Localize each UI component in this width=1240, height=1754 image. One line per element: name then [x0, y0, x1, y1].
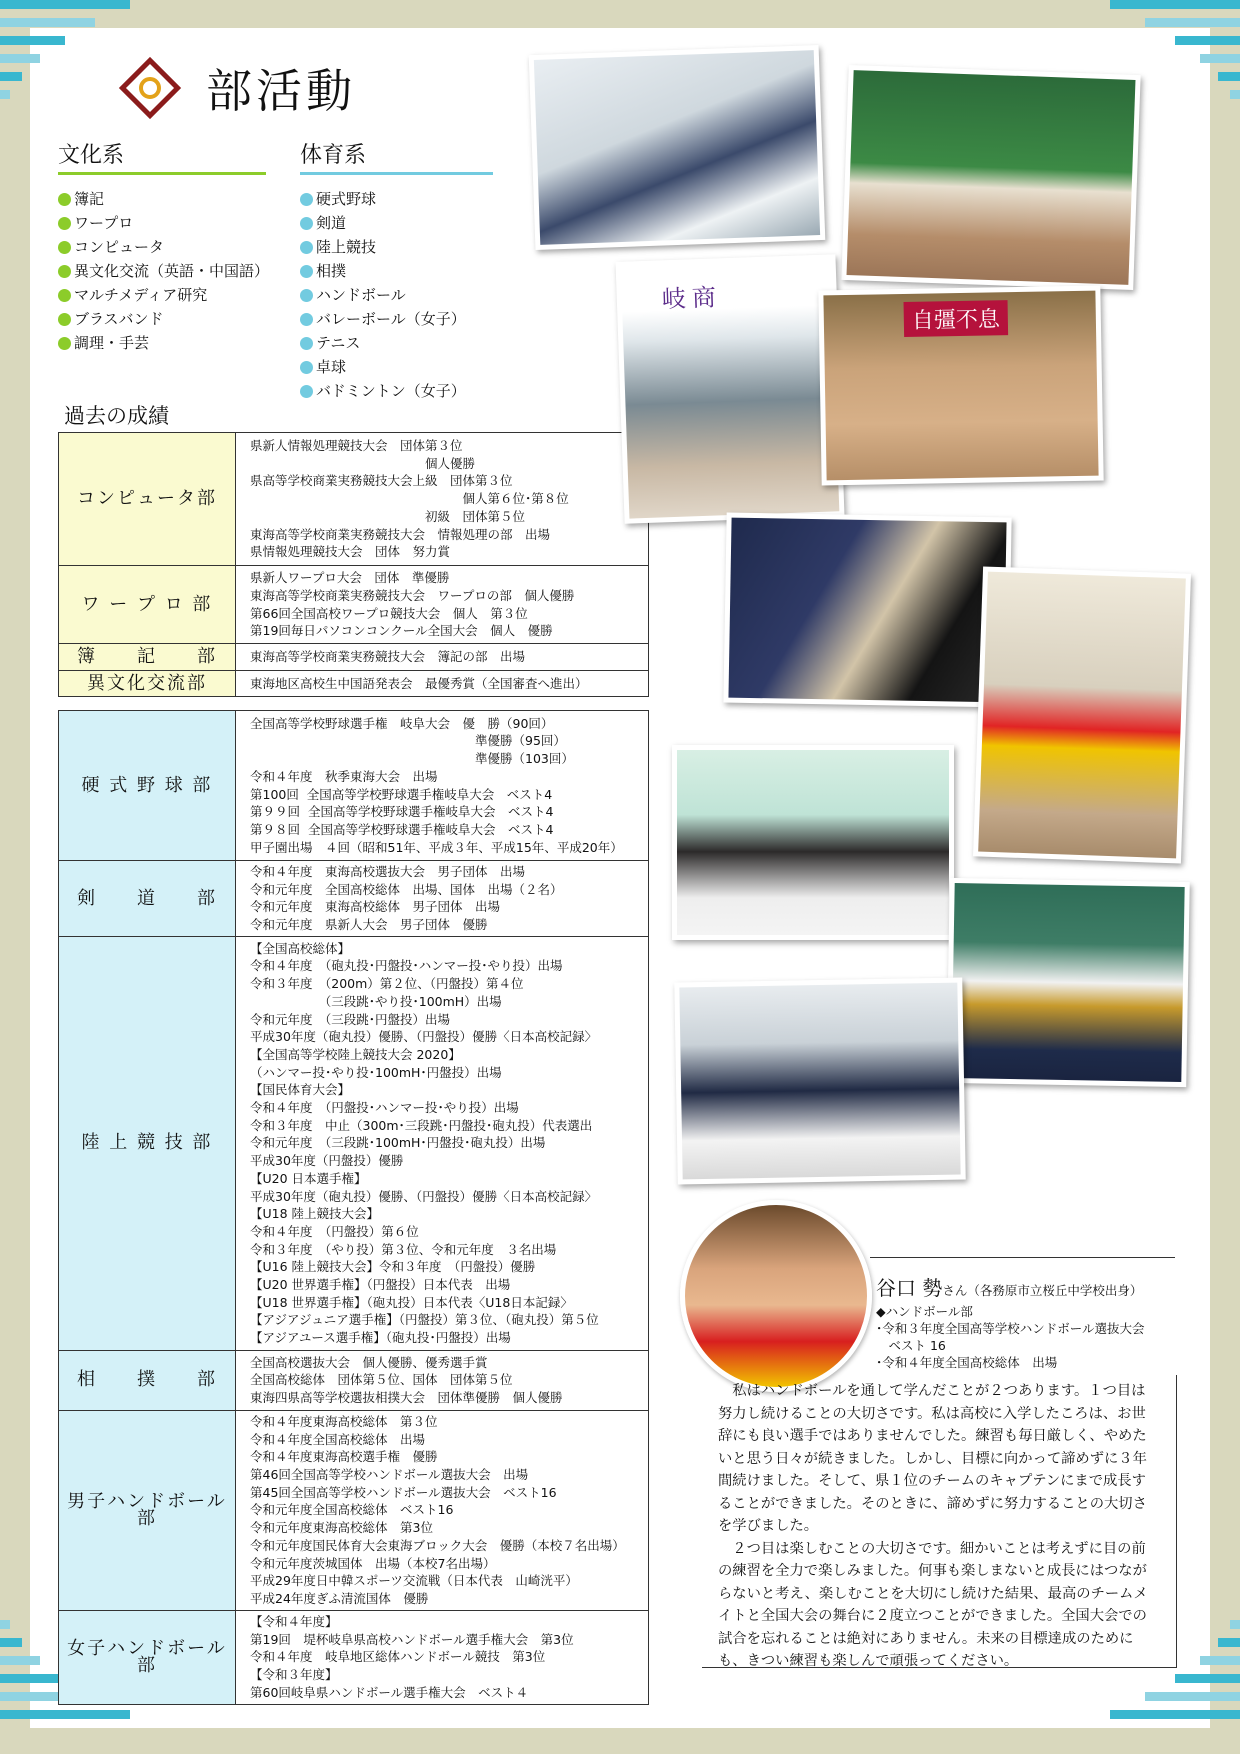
bullet-icon	[300, 193, 313, 206]
culture-heading: 文化系	[58, 143, 125, 168]
club-name: ワ ー プ ロ 部	[59, 566, 236, 644]
sports-underline	[300, 172, 493, 175]
culture-underline	[58, 172, 266, 175]
table-row	[59, 936, 649, 1350]
record-detail: 【令和４年度】 第19回 堤杯岐阜県高校ハンドボール選手権大会 第3位 令和４年度 岐阜地区総体ハンドボール競技 第3位 【令和３年度】 第60回岐阜県ハンドボール選手権大会 ベスト４	[236, 1610, 649, 1704]
table-row	[59, 1350, 649, 1410]
record-detail: 令和４年度東海高校総体 第３位 令和４年度全国高校総体 出場 令和４年度東海高校選手権 優勝 第46回全国高等学校ハンドボール選抜大会 出場 第45回全国高等学校ハンドボール選抜大会 ベスト16 令和元年度全国高校総体 ベスト16 令和元年度東海高校総体 第3位 令和元年度国民体育大会東海ブロック大会 優勝（本校７名出場） 令和元年度茨城国体 出場（本校7名出場） 平成29年度日中韓スポーツ交流戦（日本代表 山崎洸平） 平成24年度ぎふ清流国体 優勝	[236, 1410, 649, 1610]
list-item: ハンドボール	[300, 283, 466, 307]
list-item: 硬式野球	[300, 187, 466, 211]
list-item: バドミントン（女子）	[300, 379, 466, 403]
record-detail: 東海高等学校商業実務競技大会 簿記の部 出場	[236, 644, 649, 671]
sports-club-list	[300, 187, 466, 403]
club-name: 剣 道 部	[59, 861, 236, 937]
table-row	[59, 1410, 649, 1610]
record-detail: 県新人情報処理競技大会 団体第３位 個人優勝 県高等学校商業実務競技大会上級 団体第３位 個人第６位･第８位 初級 団体第５位 東海高等学校商業実務競技大会 情報処理の部 出場 県情報処理競技大会 団体 努力賞	[236, 433, 649, 566]
table-row	[59, 433, 649, 566]
list-item: 異文化交流（英語・中国語）	[58, 259, 269, 283]
bullet-icon	[58, 217, 71, 230]
photo-computer-club	[529, 45, 826, 250]
table-row	[59, 861, 649, 937]
table-row	[59, 711, 649, 861]
bullet-icon	[58, 193, 71, 206]
bullet-icon	[300, 241, 313, 254]
record-detail: 東海地区高校生中国語発表会 最優秀賞（全国審査へ進出）	[236, 671, 649, 697]
records-title: 過去の成績	[64, 404, 169, 428]
school-emblem-icon	[120, 58, 180, 118]
list-item: ブラスバンド	[58, 307, 269, 331]
record-detail: 全国高等学校野球選手権 岐阜大会 優 勝（90回） 準優勝（95回） 準優勝（103回） 令和４年度 秋季東海大会 出場 第100回 全国高等学校野球選手権岐阜大会 ベスト4 第９９回 全国高等学校野球選手権岐阜大会 ベスト4 第９８回 全国高等学校野球選手権岐阜大会 ベスト4 甲子園出場 ４回（昭和51年、平成３年、平成15年、平成20年）	[236, 711, 649, 861]
culture-club-list	[58, 187, 269, 355]
page-title: 部活動	[206, 64, 356, 118]
record-detail: 【全国高校総体】 令和４年度 （砲丸投･円盤投･ハンマー投･やり投）出場 令和３年度 （200m）第２位、（円盤投）第４位 （三段跳･やり投･100mH）出場 令和元年度 （三段跳･円盤投）出場 平成30年度（砲丸投）優勝、（円盤投）優勝〈日本高校記録〉 【全国高等学校陸上競技大会 2020】 （ハンマー投･やり投･100mH･円盤投）出場 【国民体育大会】 令和４年度 （円盤投･ハンマー投･やり投）出場 令和３年度 中止（300m･三段跳･円盤投･砲丸投）代表選出 令和元年度 （三段跳･100mH･円盤投･砲丸投）出場 平成30年度（円盤投）優勝 【U20 日本選手権】 平成30年度（砲丸投）優勝、（円盤投）優勝〈日本高校記録〉 【U18 陸上競技大会】 令和４年度 （円盤投）第６位 令和３年度 （やり投）第３位、令和元年度 ３名出場 【U16 陸上競技大会】令和３年度 （円盤投）優勝 【U20 世界選手権】（円盤投）日本代表 出場 【U18 世界選手権】（砲丸投）日本代表〈U18日本記録〉 【アジアジュニア選手権】（円盤投）第３位、（砲丸投）第５位 【アジアユース選手権】（砲丸投･円盤投）出場	[236, 936, 649, 1350]
interview-paragraph: ２つ目は楽しむことの大切さです。細かいことは考えずに目の前の練習を全力で楽しみました。何事も楽しまないと成長にはつながらないと考え、楽しむことを大切にし続けた結果、最高のチームメイトと全国大会の舞台に２度立つことができました。全国大会での試合を忘れることは絶対にありません。未来の目標達成のためにも、きつい練習も楽しんで頑張ってください。	[718, 1540, 1148, 1669]
student-club-results: ◆ハンドボール部 ･令和３年度全国高等学校ハンドボール選抜大会 ベスト 16 ･令和４年度全国高校総体 出場	[876, 1304, 1145, 1370]
interview-text	[718, 1380, 1148, 1673]
club-name: 硬 式 野 球 部	[59, 711, 236, 861]
bullet-icon	[58, 241, 71, 254]
list-item: マルチメディア研究	[58, 283, 269, 307]
bullet-icon	[58, 289, 71, 302]
bullet-icon	[300, 361, 313, 374]
photo-baseball	[841, 65, 1140, 290]
club-banner: 自彊不息	[904, 300, 1009, 337]
interview-divider	[870, 1257, 1175, 1258]
student-name: 谷口 勢さん（各務原市立桜丘中学校出身）	[876, 1276, 1143, 1300]
page-header	[120, 55, 356, 121]
list-item: 調理・手芸	[58, 331, 269, 355]
club-name: 男子ハンドボール部	[59, 1410, 236, 1610]
table-row	[59, 644, 649, 671]
bullet-icon	[300, 265, 313, 278]
bullet-icon	[300, 313, 313, 326]
table-row	[59, 1610, 649, 1704]
club-name: 陸 上 競 技 部	[59, 936, 236, 1350]
bullet-icon	[58, 337, 71, 350]
interview-paragraph: 私はハンドボールを通して学んだことが２つあります。１つ目は努力し続けることの大切さです。私は高校に入学したころは、お世辞にも良い選手ではありませんでした。練習も毎日厳しく、やめたいと思う日々が続きました。しかし、目標に向かって諦めずに３年間続けました。そして、県１位のチームのキャプテンにまで成長することができました。そのときに、諦めずに努力することの大切さを学びました。	[718, 1383, 1147, 1534]
list-item: 卓球	[300, 355, 466, 379]
list-item: 剣道	[300, 211, 466, 235]
school-sign: 岐商	[661, 283, 723, 314]
list-item: テニス	[300, 331, 466, 355]
list-item: コンピュータ	[58, 235, 269, 259]
club-name: 簿 記 部	[59, 644, 236, 671]
photo-classroom	[674, 978, 965, 1185]
bullet-icon	[58, 265, 71, 278]
bullet-icon	[300, 385, 313, 398]
list-item: バレーボール（女子）	[300, 307, 466, 331]
culture-records-table	[58, 432, 649, 697]
bullet-icon	[300, 217, 313, 230]
photo-kendo	[723, 513, 1011, 708]
record-detail: 令和４年度 東海高校選抜大会 男子団体 出場 令和元年度 全国高校総体 出場、国体 出場（２名） 令和元年度 東海高校総体 男子団体 出場 令和元年度 県新人大会 男子団体 優勝	[236, 861, 649, 937]
list-item: 陸上競技	[300, 235, 466, 259]
sports-records-table	[58, 710, 649, 1705]
table-row	[59, 671, 649, 697]
bullet-icon	[58, 313, 71, 326]
student-portrait	[680, 1200, 872, 1392]
bullet-icon	[300, 337, 313, 350]
record-detail: 県新人ワープロ大会 団体 準優勝 東海高等学校商業実務競技大会 ワープロの部 個人優勝 第66回全国高校ワープロ競技大会 個人 第３位 第19回毎日パソコンコンクール全国大会 個人 優勝	[236, 566, 649, 644]
record-detail: 全国高校選抜大会 個人優勝、優秀選手賞 全国高校総体 団体第５位、国体 団体第５位 東海四県高等学校選抜相撲大会 団体準優勝 個人優勝	[236, 1350, 649, 1410]
photo-handball	[973, 566, 1191, 863]
table-row	[59, 566, 649, 644]
list-item: ワープロ	[58, 211, 269, 235]
list-item: 簿記	[58, 187, 269, 211]
club-name: 異文化交流部	[59, 671, 236, 697]
photo-track-hurdles	[615, 254, 844, 524]
list-item: 相撲	[300, 259, 466, 283]
bullet-icon	[300, 289, 313, 302]
photo-sumo	[818, 286, 1103, 486]
photo-brass-band	[946, 878, 1190, 1087]
student-school: さん（各務原市立桜丘中学校出身）	[942, 1283, 1143, 1298]
photo-students-reading	[672, 745, 954, 940]
sports-heading: 体育系	[300, 143, 367, 168]
club-name: 女子ハンドボール部	[59, 1610, 236, 1704]
club-name: 相 撲 部	[59, 1350, 236, 1410]
club-name: コンピュータ部	[59, 433, 236, 566]
